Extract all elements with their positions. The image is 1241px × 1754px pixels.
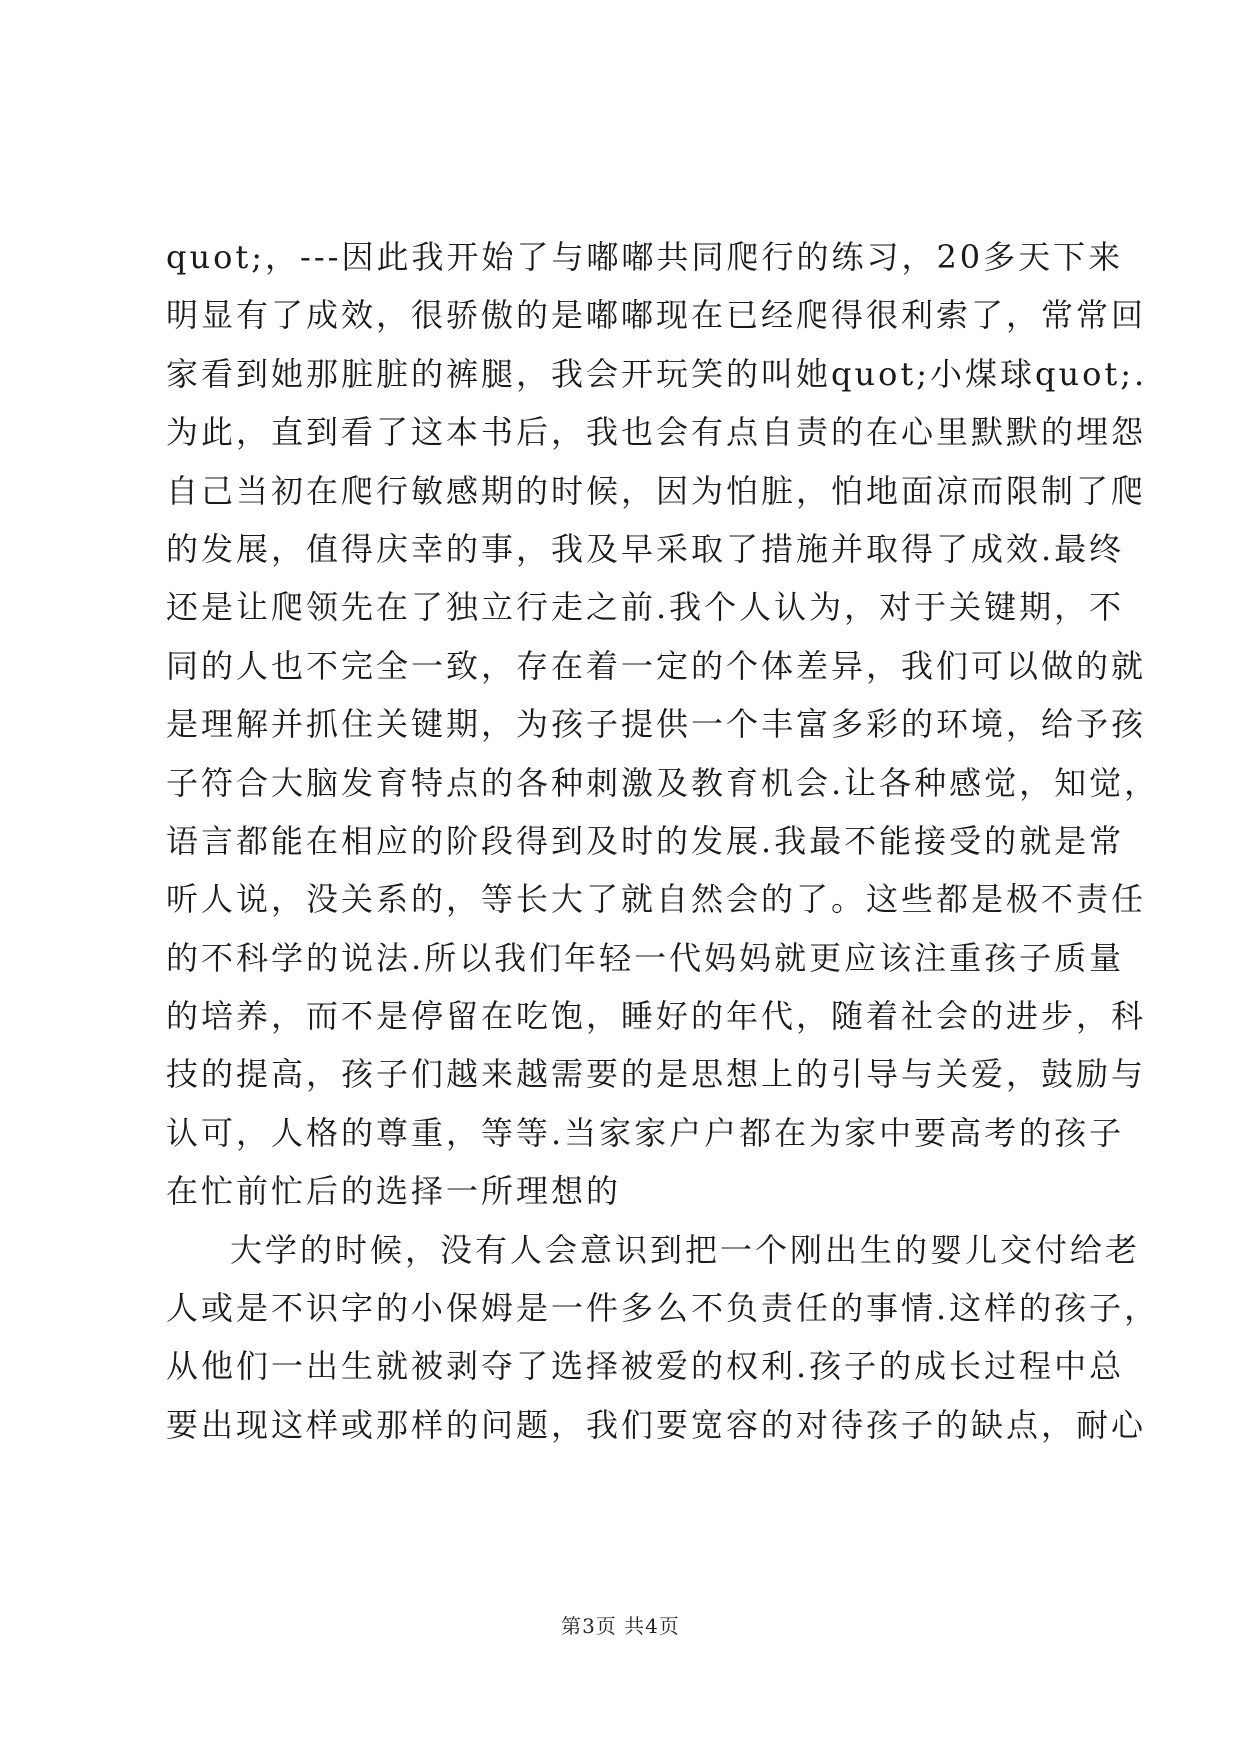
text-line: quot;，---因此我开始了与嘟嘟共同爬行的练习，20多天下来	[166, 238, 1124, 276]
text-line: 人或是不识字的小保姆是一件多么不负责任的事情.这样的孩子，	[166, 1289, 1160, 1328]
document-body	[166, 228, 1160, 1454]
text-line: 子符合大脑发育特点的各种刺激及教育机会.让各种感觉，知觉，	[166, 763, 1160, 802]
text-line: 明显有了成效，很骄傲的是嘟嘟现在已经爬得很利索了，常常回	[166, 296, 1147, 335]
text-line: 同的人也不完全一致，存在着一定的个体差异，我们可以做的就	[166, 646, 1147, 685]
text-line: 认可，人格的尊重，等等.当家家户户都在为家中要高考的孩子	[166, 1113, 1125, 1152]
text-line: 为此，直到看了这本书后，我也会有点自责的在心里默默的埋怨	[166, 413, 1147, 452]
text-line: 还是让爬领先在了独立行走之前.我个人认为，对于关键期，不	[166, 588, 1125, 627]
text-line: 语言都能在相应的阶段得到及时的发展.我最不能接受的就是常	[166, 821, 1125, 860]
text-line: 是理解并抓住关键期，为孩子提供一个丰富多彩的环境，给予孩	[166, 705, 1147, 744]
paragraph-start-line: 大学的时候，没有人会意识到把一个刚出生的婴儿交付给老	[230, 1230, 1141, 1269]
text-line: 技的提高，孩子们越来越需要的是思想上的引导与关爱，鼓励与	[166, 1055, 1147, 1094]
text-line: 自己当初在爬行敏感期的时候，因为怕脏，怕地面凉而限制了爬	[166, 471, 1147, 510]
text-line: 听人说，没关系的，等长大了就自然会的了。这些都是极不责任	[166, 880, 1147, 919]
text-line: 从他们一出生就被剥夺了选择被爱的权利.孩子的成长过程中总	[166, 1347, 1125, 1386]
text-line: 的发展，值得庆幸的事，我及早采取了措施并取得了成效.最终	[166, 529, 1125, 568]
page-number-footer: 第3页 共4页	[561, 1614, 680, 1638]
text-line: 的不科学的说法.所以我们年轻一代妈妈就更应该注重孩子质量	[166, 938, 1125, 977]
text-line: 在忙前忙后的选择一所理想的	[166, 1172, 622, 1211]
text-line: 的培养，而不是停留在吃饱，睡好的年代，随着社会的进步，科	[166, 997, 1147, 1036]
text-line: 要出现这样或那样的问题，我们要宽容的对待孩子的缺点，耐心	[166, 1405, 1147, 1444]
text-line: 家看到她那脏脏的裤腿，我会开玩笑的叫她quot;小煤球quot;.	[166, 354, 1148, 393]
